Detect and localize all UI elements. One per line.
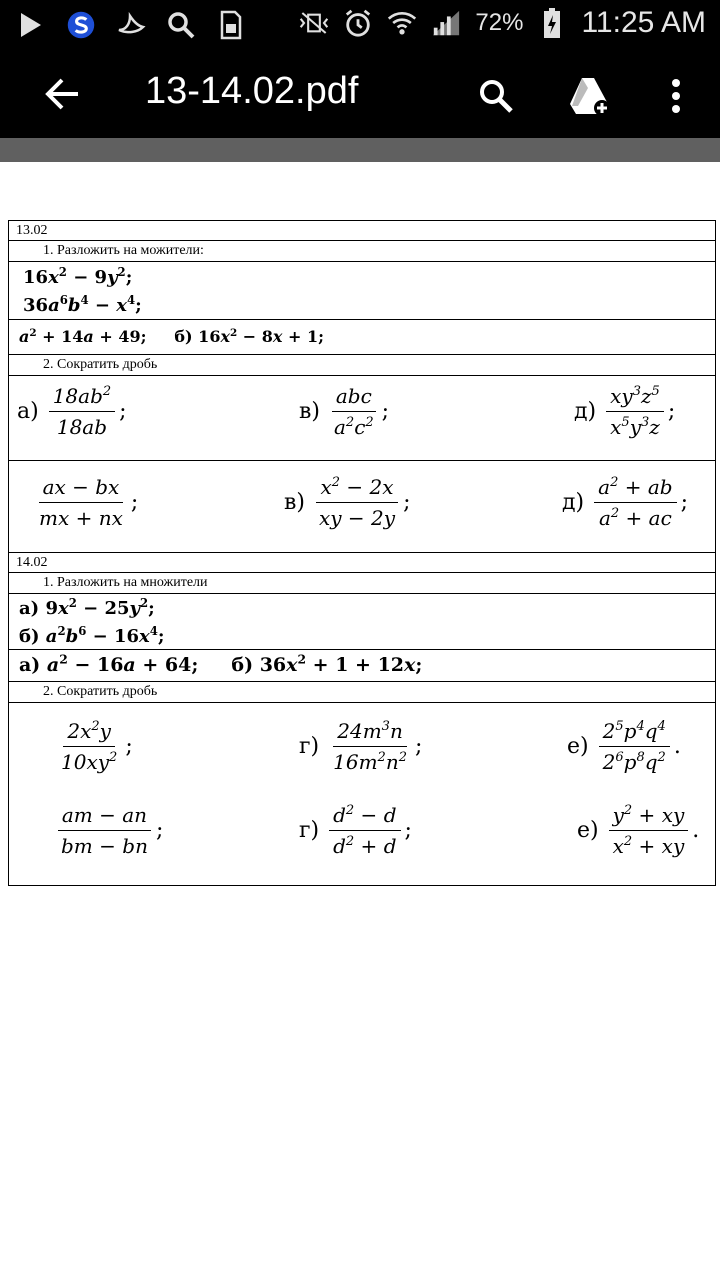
search-icon <box>166 8 196 42</box>
section-header-13-02: 13.02 <box>9 221 715 241</box>
expression-line: а) $a^2 - 16a + 64$; б) $36x^2 + 1 + 12x$; <box>19 651 423 676</box>
task-factorize-14-02: 1. Разложить на множители <box>9 573 715 594</box>
fractions-block <box>9 703 715 885</box>
factorize-expressions-13-02 <box>9 262 715 320</box>
bird-icon <box>116 8 146 42</box>
fraction-item: е) $\frac{y^2 + xy}{x^2 + xy}$ . <box>577 803 700 858</box>
clock: 11:25 AM <box>581 6 706 39</box>
back-arrow-icon[interactable] <box>40 72 88 116</box>
wifi-icon <box>387 6 417 40</box>
task-reduce-14-02: 2. Сократить дробь <box>9 682 715 703</box>
battery-percent: 72% <box>475 9 524 36</box>
expression-line: $16x^2 - 9y^2$; <box>23 264 133 288</box>
fraction-item: в) $\frac{x^2 - 2x}{xy - 2y}$ ; <box>284 475 411 530</box>
signal-icon <box>431 6 461 40</box>
page-title: 13-14.02.pdf <box>145 70 359 112</box>
fraction-item: в) $\frac{\text{abc}}{a^2c^2}$ ; <box>299 384 390 439</box>
fractions-row <box>9 376 715 461</box>
factorize-expressions-13-02-b <box>9 320 715 355</box>
factorize-expressions-14-02-b <box>9 650 715 682</box>
fraction-item: д) $\frac{xy^3z^5}{x^5y^3z}$ ; <box>574 384 676 439</box>
alarm-icon <box>343 6 373 40</box>
fractions-row <box>9 461 715 553</box>
play-store-icon <box>16 8 46 42</box>
task-reduce-13-02: 2. Сократить дробь <box>9 355 715 376</box>
expression-line: $36a^6b^4 - x^4$; <box>23 292 142 316</box>
fraction-item: $\frac{2x^2y}{10xy^2}$ ; <box>61 719 133 774</box>
expression-line: б) $a^2b^6 - 16x^4$; <box>19 623 165 647</box>
expression-line: а) $9x^2 - 25y^2$; <box>19 595 155 619</box>
task-factorize-13-02: 1. Разложить на можители: <box>9 241 715 262</box>
pdf-page <box>8 220 716 886</box>
more-vert-icon[interactable] <box>654 74 698 118</box>
s-app-icon <box>66 8 96 42</box>
vibrate-off-icon <box>299 6 329 40</box>
status-bar <box>0 0 720 50</box>
fraction-item: а) $\frac{18ab^2}{18ab}$ ; <box>17 384 127 439</box>
section-header-14-02: 14.02 <box>9 553 715 573</box>
factorize-expressions-14-02 <box>9 594 715 650</box>
battery-icon <box>537 6 567 40</box>
sim-card-icon <box>216 8 246 42</box>
fraction-item: $\frac{ax - bx}{mx + nx}$ ; <box>39 475 139 530</box>
search-icon[interactable] <box>474 74 518 118</box>
drive-add-icon[interactable] <box>568 74 612 118</box>
fraction-item: е) $\frac{2^5p^4q^4}{2^6p^8q^2}$ . <box>567 719 681 774</box>
progress-track <box>0 138 720 162</box>
fraction-item: г) $\frac{24m^3n}{16m^2n^2}$ ; <box>299 719 423 774</box>
fraction-item: $\frac{am - an}{bm - bn}$ ; <box>57 803 163 858</box>
fraction-item: д) $\frac{a^2 + ab}{a^2 + ac}$ ; <box>562 475 688 530</box>
fraction-item: г) $\frac{d^2 - d}{d^2 + d}$ ; <box>299 803 412 858</box>
app-bar <box>0 50 720 138</box>
expression-line: $a^2 + 14a + 49$; б) $16x^2 - 8x + 1$; <box>19 326 325 346</box>
